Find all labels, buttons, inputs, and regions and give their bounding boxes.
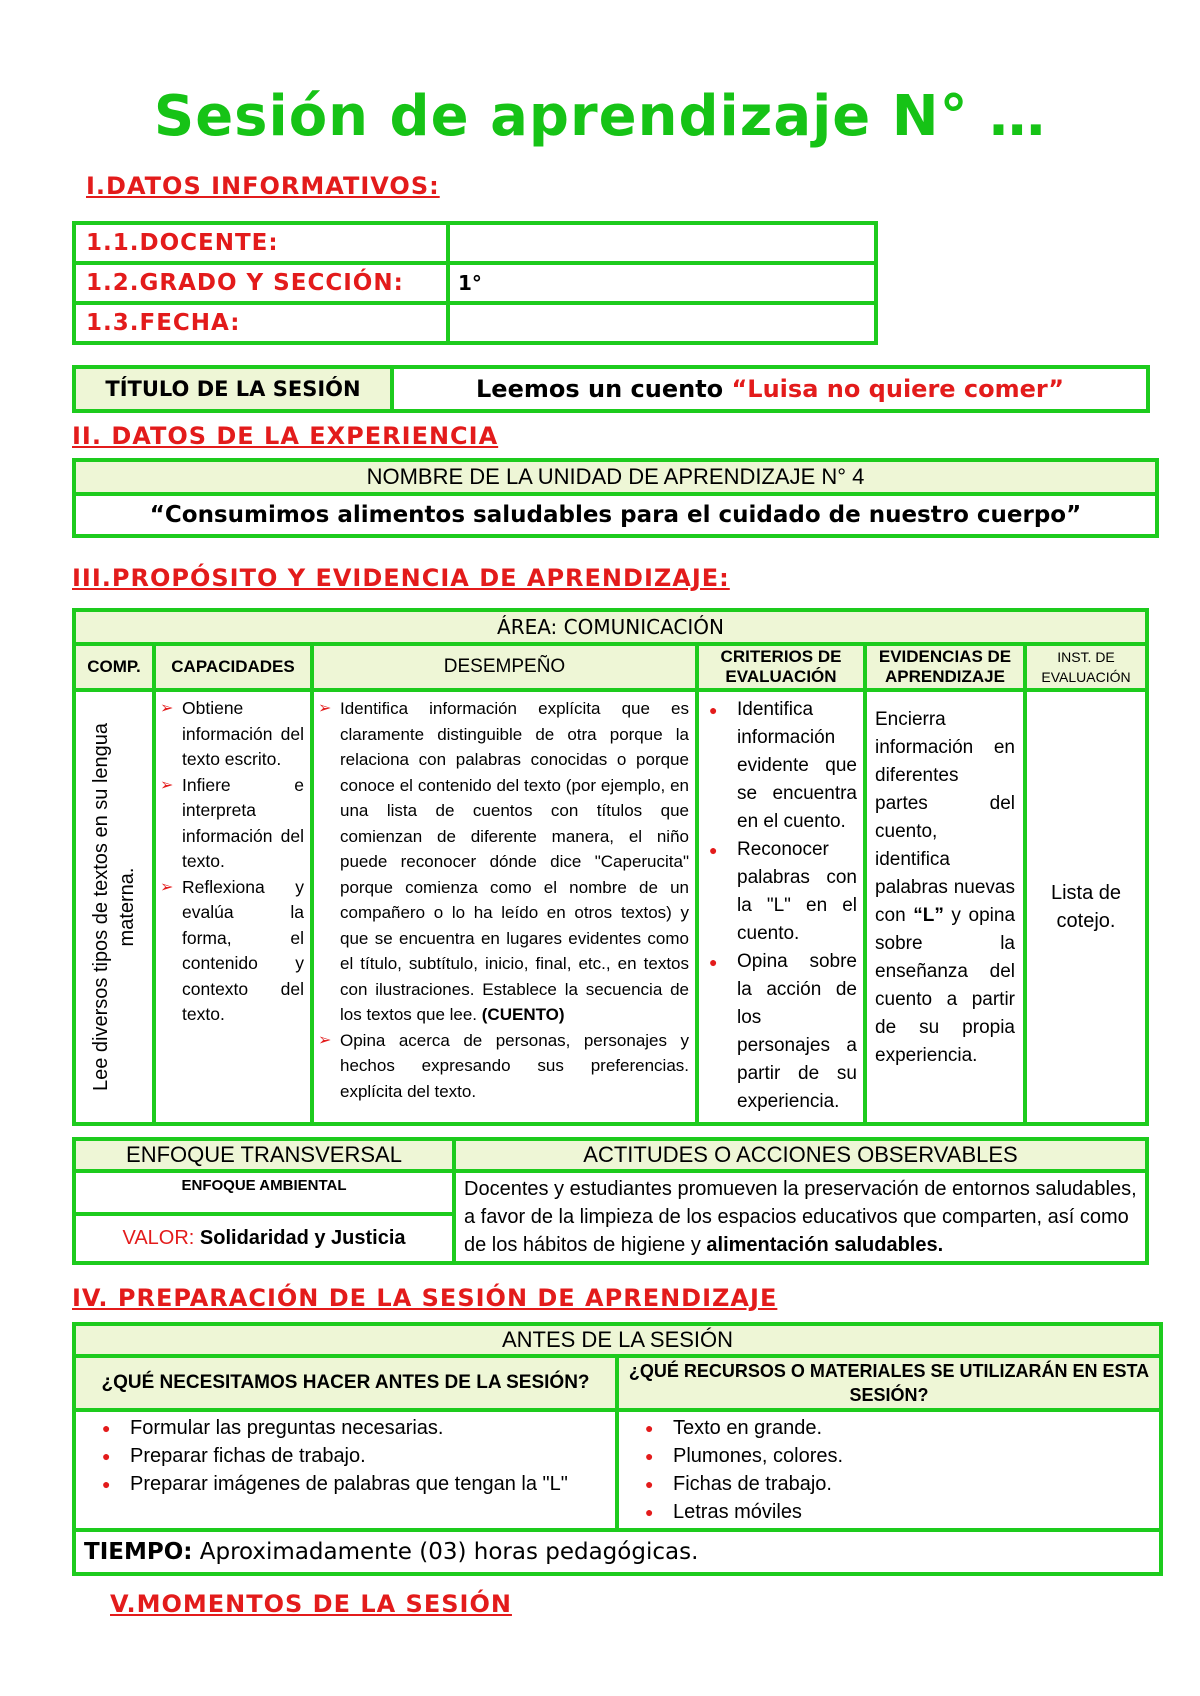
fecha-value[interactable] xyxy=(448,303,876,343)
col-criterios: CRITERIOS DE EVALUACIÓN xyxy=(697,644,865,690)
section-4-heading: IV. PREPARACIÓN DE LA SESIÓN DE APRENDIZAJE xyxy=(72,1284,778,1312)
valor-cell xyxy=(74,1214,454,1263)
col1-header: ¿QUÉ NECESITAMOS HACER ANTES DE LA SESIÓN? xyxy=(74,1356,617,1410)
grado-value[interactable]: 1° xyxy=(448,263,876,303)
docente-value[interactable] xyxy=(448,223,876,263)
col-comp: COMP. xyxy=(74,644,154,690)
col-instrumento: INST. DE EVALUACIÓN xyxy=(1025,644,1147,690)
unit-label: NOMBRE DE LA UNIDAD DE APRENDIZAJE N° 4 xyxy=(74,460,1157,494)
table-row xyxy=(74,263,876,303)
list-item: ● Plumones, colores. xyxy=(639,1442,1153,1470)
section-3-heading: III.PROPÓSITO Y EVIDENCIA DE APRENDIZAJE: xyxy=(72,564,730,592)
list-item: ● Texto en grande. xyxy=(639,1414,1153,1442)
list-item: ➢ Infiere e interpreta información del texto. xyxy=(160,773,304,875)
evidencias-text: Encierra información en diferentes partes del cuento, identifica palabras nuevas con xyxy=(875,709,1015,926)
criterios-cell xyxy=(697,690,865,1124)
desempeno-bold: (CUENTO) xyxy=(481,1005,565,1024)
session-title-prefix: Leemos un cuento xyxy=(476,375,732,403)
list-item: ➢ Opina acerca de personas, personajes y hechos expresando sus preferencias. explícita del texto. xyxy=(318,1028,689,1105)
tiempo-cell xyxy=(74,1530,1161,1574)
col2-cell xyxy=(617,1410,1161,1530)
unidad-table xyxy=(72,458,1159,538)
antes-header: ANTES DE LA SESIÓN xyxy=(74,1324,1161,1356)
datos-informativos-table xyxy=(72,221,878,345)
desempeno-cell xyxy=(312,690,697,1124)
list-item xyxy=(318,696,689,1028)
col-evidencias: EVIDENCIAS DE APRENDIZAJE xyxy=(865,644,1025,690)
actitudes-cell xyxy=(454,1171,1147,1263)
page-title: Sesión de aprendizaje N° … xyxy=(153,84,1047,149)
list-item: ● Preparar fichas de trabajo. xyxy=(96,1442,609,1470)
session-title-highlight: “Luisa no quiere comer” xyxy=(731,375,1064,403)
session-title-table xyxy=(72,365,1150,413)
list-item: ➢ Obtiene información del texto escrito. xyxy=(160,696,304,773)
proposito-table xyxy=(72,608,1149,1126)
section-1-heading: I.DATOS INFORMATIVOS: xyxy=(86,172,440,200)
evidencias-cell xyxy=(865,690,1025,1124)
fecha-label: 1.3.FECHA: xyxy=(74,303,448,343)
instrumento-cell: Lista de cotejo. xyxy=(1025,690,1147,1124)
enfoque-header: ENFOQUE TRANSVERSAL xyxy=(74,1139,454,1171)
col-capacidades: CAPACIDADES xyxy=(154,644,312,690)
capacidades-cell xyxy=(154,690,312,1124)
area-header: ÁREA: COMUNICACIÓN xyxy=(74,610,1147,644)
desempeno-text-1: Identifica información explícita que es claramente distinguible de otra porque la relaciona con palabras conocidas o porque conoce el contenido del texto (por ejemplo, en una lista de cuentos con títulos que comienzan de diferente manera, el niño puede reconocer dónde dice "Caperucita" porque comienza como el nombre de un compañero o lo ha leído en otros textos) y que se encuentra en lugares evidentes como el título, subtítulo, inicio, final, etc., en textos con ilustraciones. Establece la secuencia de los textos que lee. xyxy=(340,699,689,1024)
valor-label: VALOR: xyxy=(122,1226,195,1249)
list-item: ● Fichas de trabajo. xyxy=(639,1470,1153,1498)
enfoque-table xyxy=(72,1137,1149,1265)
session-title-value xyxy=(392,367,1148,411)
actitudes-text: Docentes y estudiantes promueven la preservación de entornos saludables, a favor de la limpieza de los espacios educativos que comparten, así como de los hábitos de higiene y xyxy=(464,1178,1137,1256)
docente-label: 1.1.DOCENTE: xyxy=(74,223,448,263)
valor-value: Solidaridad y Justicia xyxy=(199,1226,406,1249)
competencia-cell xyxy=(74,690,154,1124)
list-item: ● Formular las preguntas necesarias. xyxy=(96,1414,609,1442)
list-item: ➢ Reflexiona y evalúa la forma, el contenido y contexto del texto. xyxy=(160,875,304,1028)
actitudes-bold: alimentación saludables. xyxy=(706,1234,944,1256)
section-5-heading: V.MOMENTOS DE LA SESIÓN xyxy=(110,1590,512,1618)
unit-name: “Consumimos alimentos saludables para el cuidado de nuestro cuerpo” xyxy=(74,494,1157,536)
tiempo-value: Aproximadamente (03) horas pedagógicas. xyxy=(199,1539,699,1565)
tiempo-label: TIEMPO: xyxy=(84,1539,193,1565)
enfoque-name: ENFOQUE AMBIENTAL xyxy=(74,1171,454,1214)
table-row xyxy=(74,303,876,343)
col-desempeno: DESEMPEÑO xyxy=(312,644,697,690)
actitudes-header: ACTITUDES O ACCIONES OBSERVABLES xyxy=(454,1139,1147,1171)
table-row xyxy=(74,223,876,263)
list-item: ● Opina sobre la acción de los personajes a partir de su experiencia. xyxy=(703,948,857,1116)
session-title-label: TÍTULO DE LA SESIÓN xyxy=(74,367,392,411)
list-item: ● Preparar imágenes de palabras que tengan la "L" xyxy=(96,1470,609,1498)
evidencias-bold: “L” xyxy=(913,905,944,926)
preparacion-table xyxy=(72,1322,1163,1576)
section-2-heading: II. DATOS DE LA EXPERIENCIA xyxy=(72,422,499,450)
col2-header: ¿QUÉ RECURSOS O MATERIALES SE UTILIZARÁN EN ESTA SESIÓN? xyxy=(617,1356,1161,1410)
competencia-text: Lee diversos tipos de textos en su lengua materna. xyxy=(90,722,138,1092)
grado-label: 1.2.GRADO Y SECCIÓN: xyxy=(74,263,448,303)
evidencias-text-end: y opina sobre la enseñanza del cuento a partir de su propia experiencia. xyxy=(875,905,1016,1066)
list-item: ● Letras móviles xyxy=(639,1498,1153,1526)
list-item: ● Identifica información evidente que se encuentra en el cuento. xyxy=(703,696,857,836)
list-item: ● Reconocer palabras con la "L" en el cuento. xyxy=(703,836,857,948)
col1-cell xyxy=(74,1410,617,1530)
